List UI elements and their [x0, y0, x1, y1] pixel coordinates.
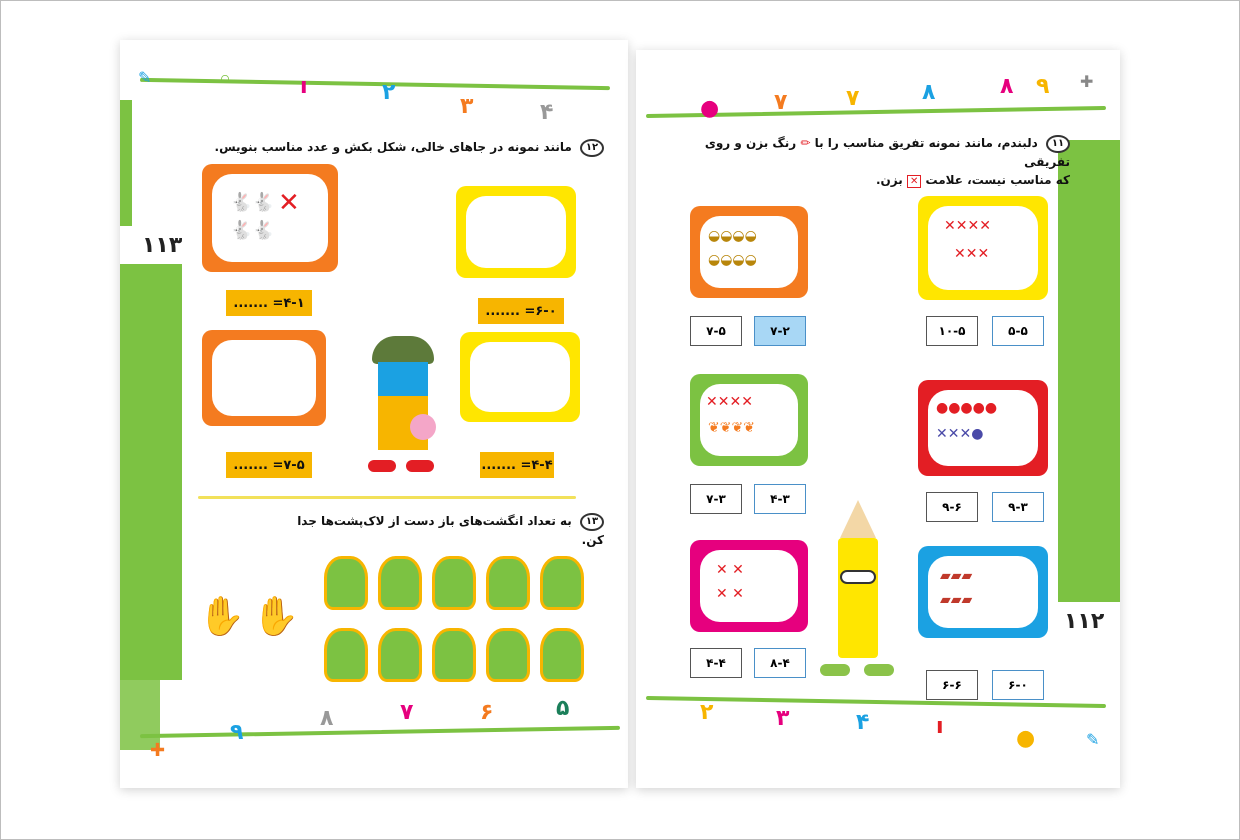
exercise-number-badge: ۱۲: [580, 139, 604, 157]
butterflies-picture-frame: [690, 374, 808, 466]
empty-picture-frame: [456, 186, 576, 278]
candies-picture-frame: [918, 546, 1048, 638]
mixed-picture-frame: [918, 196, 1048, 300]
apples-picture-frame: [918, 380, 1048, 476]
frame-inner: [212, 174, 328, 262]
cross-mark-icon: ✕✕✕✕: [944, 218, 991, 234]
cup-icon: ◒◒◒◒: [708, 228, 757, 244]
instruction-line-1: [690, 134, 1070, 171]
frame-inner: [470, 342, 570, 412]
cross-mark-icon: ✕✕✕: [954, 246, 990, 262]
frame-inner: [212, 340, 316, 416]
candy-icon: ▰▰▰: [940, 568, 973, 584]
left-shoe: [820, 664, 850, 676]
letter-decoration-icon: ۷: [846, 86, 860, 111]
cup-icon: ◒◒◒◒: [708, 252, 757, 268]
plus-decoration-icon: ✚: [1080, 72, 1094, 91]
turtle-group-row-2: [324, 628, 584, 684]
instruction-text: بزن.: [876, 172, 903, 187]
letter-decoration-icon: ۷: [774, 90, 788, 115]
letter-decoration-icon: ı: [300, 74, 308, 99]
pencil-character: [814, 500, 904, 690]
answer-option[interactable]: ۷-۵: [690, 316, 742, 346]
answer-option[interactable]: ۸-۴: [754, 648, 806, 678]
open-hand-icon: ✋: [252, 594, 300, 638]
open-hand-icon: ✋: [198, 594, 246, 638]
letter-decoration-icon: ۹: [1036, 74, 1050, 99]
cross-mark-icon: ✕✕✕●: [936, 426, 984, 442]
letter-decoration-icon: ۸: [922, 80, 936, 105]
cross-mark-icon: ✕ ✕: [716, 562, 744, 578]
letter-decoration-icon: ı: [936, 714, 944, 739]
page-number: ۱۱۳: [142, 232, 183, 258]
cross-mark-icon: ✕: [278, 188, 300, 218]
pencil-icon: ✎: [1086, 730, 1100, 749]
rabbit-icon: 🐇🐇: [230, 192, 275, 213]
letter-decoration-icon: ۵: [556, 696, 570, 721]
letter-decoration-icon: ◦: [218, 68, 233, 93]
turtle-icon[interactable]: [432, 628, 476, 682]
instruction-text: دلبندم، مانند نمونه تفریق مناسب را با: [814, 136, 1038, 150]
exercise-number-badge: ۱۱: [1046, 135, 1070, 153]
bottom-brush-stroke: [140, 726, 620, 738]
equation-strip[interactable]: ۶-۰= .......: [478, 298, 564, 324]
letter-decoration-icon: ۳: [460, 94, 474, 119]
right-shoe: [406, 460, 434, 472]
turtle-icon[interactable]: [486, 628, 530, 682]
rabbit-icon: 🐇🐇: [230, 220, 275, 241]
answer-option[interactable]: ۷-۳: [690, 484, 742, 514]
turtle-group-row-1: [324, 556, 584, 612]
answer-option[interactable]: ۵-۵: [992, 316, 1044, 346]
empty-picture-frame: [460, 332, 580, 422]
glasses-icon: [840, 570, 876, 584]
letter-decoration-icon: ۲: [382, 80, 396, 105]
right-page: [636, 50, 1120, 788]
turtle-icon[interactable]: [378, 556, 422, 610]
letter-decoration-icon: ۳: [776, 706, 790, 731]
pencil-tip: [840, 500, 876, 538]
answer-option[interactable]: ۹-۳: [992, 492, 1044, 522]
section-divider: [198, 496, 576, 499]
answer-option[interactable]: ۴-۳: [754, 484, 806, 514]
frame-inner: [700, 550, 798, 622]
letter-decoration-icon: ۸: [320, 706, 334, 731]
apple-icon: ●●●●●: [936, 400, 998, 416]
page-number: ۱۱۲: [1064, 608, 1105, 634]
answer-option[interactable]: ۱۰-۵: [926, 316, 978, 346]
page-number-tab: [1050, 602, 1120, 640]
letter-decoration-icon: ●: [1016, 726, 1036, 751]
page-number-tab: [120, 226, 190, 264]
left-green-margin: [120, 250, 182, 680]
turtle-icon[interactable]: [324, 628, 368, 682]
letter-decoration-icon: ۷: [400, 700, 414, 725]
instruction-text: به تعداد انگشت‌های باز دست از لاک‌پشت‌ها جدا کن.: [297, 514, 604, 547]
cups-picture-frame: [690, 206, 808, 298]
butterfly-icon: ✕✕✕✕: [706, 394, 753, 410]
answer-option[interactable]: ۶-۰: [992, 670, 1044, 700]
answer-option[interactable]: ۴-۴: [690, 648, 742, 678]
right-green-margin: [1058, 140, 1120, 610]
letter-decoration-icon: ●: [700, 96, 720, 121]
turtle-icon[interactable]: [540, 556, 584, 610]
crayon-icon: ✏: [800, 136, 811, 150]
left-shoe: [368, 460, 396, 472]
cross-mark-icon: ✕ ✕: [716, 586, 744, 602]
character-cap: [372, 336, 434, 364]
right-shoe: [864, 664, 894, 676]
left-page: [120, 40, 628, 788]
exercise-13-instruction: [274, 512, 604, 549]
letter-decoration-icon: ۶: [480, 700, 494, 725]
frame-inner: [466, 196, 566, 268]
letter-decoration-icon: ۲: [700, 700, 714, 725]
turtle-icon[interactable]: [378, 628, 422, 682]
answer-option[interactable]: ۶-۶: [926, 670, 978, 700]
candy-icon: ▰▰▰: [940, 592, 973, 608]
exercise-number-badge: ۱۳: [580, 513, 604, 531]
equation-strip[interactable]: ۴-۴= .......: [480, 452, 554, 478]
insects-picture-frame: [690, 540, 808, 632]
letter-decoration-icon: ۴: [540, 100, 554, 125]
letter-decoration-icon: ۸: [1000, 74, 1014, 99]
example-picture-frame: [202, 164, 338, 272]
letter-decoration-icon: ۹: [230, 720, 244, 745]
exercise-12-instruction: [184, 138, 604, 157]
turtle-icon[interactable]: [324, 556, 368, 610]
exercise-11-instruction: [690, 134, 1070, 191]
butterfly-icon: ❦❦❦❦: [708, 420, 755, 436]
instruction-line-2: [690, 171, 1070, 191]
top-brush-stroke: [140, 78, 610, 90]
letter-decoration-icon: ۴: [856, 710, 870, 735]
instruction-text: که مناسب نیست، علامت: [925, 172, 1070, 187]
pencil-icon: ✎: [138, 68, 152, 87]
empty-picture-frame: [202, 330, 326, 426]
equation-strip[interactable]: ۷-۵= .......: [226, 452, 312, 478]
turtle-icon[interactable]: [540, 628, 584, 682]
turtle-icon[interactable]: [486, 556, 530, 610]
instruction-text: رنگ بزن و روی تفریقی: [704, 136, 1070, 169]
cross-box-icon: ✕: [907, 175, 921, 188]
instruction-text: مانند نمونه در جاهای خالی، شکل بکش و عدد مناسب بنویس.: [214, 140, 572, 154]
schoolbag-character: [358, 336, 448, 476]
equation-strip[interactable]: ۴-۱= .......: [226, 290, 312, 316]
pencil-body: [838, 538, 878, 658]
plus-decoration-icon: ✚: [150, 740, 166, 761]
answer-option-selected[interactable]: ۷-۲: [754, 316, 806, 346]
turtle-icon[interactable]: [432, 556, 476, 610]
flower-icon: [410, 414, 436, 440]
answer-option[interactable]: ۹-۶: [926, 492, 978, 522]
